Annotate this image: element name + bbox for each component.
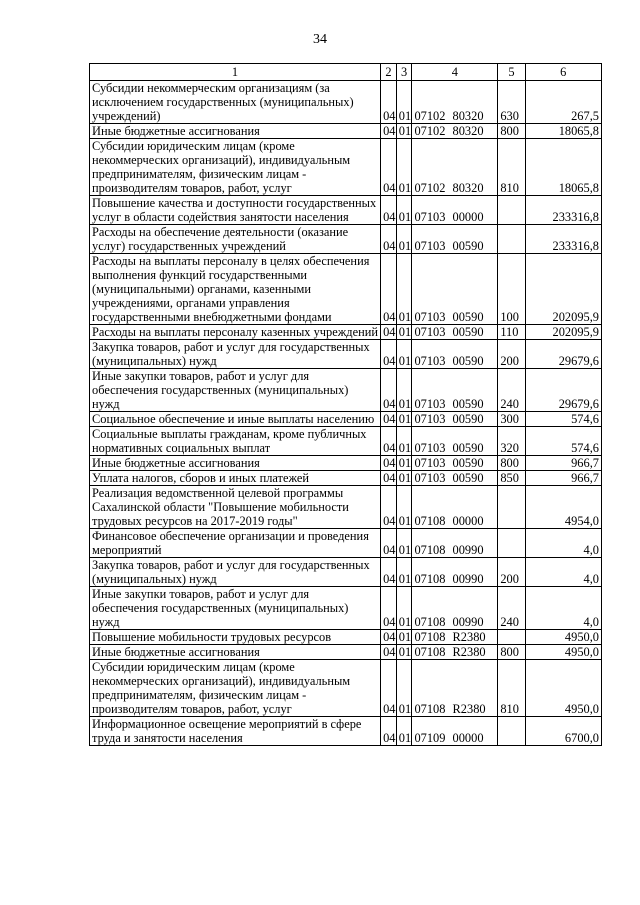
row-target-article: 07103 00590: [412, 412, 498, 427]
row-subsection-code: 01: [396, 529, 412, 558]
row-expense-type: 800: [498, 124, 525, 139]
row-subsection-code: 01: [396, 427, 412, 456]
page-number: 34: [313, 32, 327, 47]
row-section-code: 04: [381, 254, 397, 325]
row-subsection-code: 01: [396, 412, 412, 427]
row-expense-type: [498, 717, 525, 746]
row-amount: 233316,8: [525, 196, 601, 225]
row-amount: 574,6: [525, 427, 601, 456]
row-name: Реализация ведомственной целевой программы Сахалинской области "Повышение мобильности трудовых ресурсов на 2017-2019 годы": [90, 486, 381, 529]
row-target-article: 07108 00990: [412, 587, 498, 630]
row-expense-type: [498, 529, 525, 558]
row-subsection-code: 01: [396, 340, 412, 369]
row-target-article: 07103 00590: [412, 225, 498, 254]
row-section-code: 04: [381, 558, 397, 587]
table-header-row: [90, 64, 602, 81]
row-expense-type: 200: [498, 340, 525, 369]
row-target-article: 07102 80320: [412, 81, 498, 124]
row-name: Уплата налогов, сборов и иных платежей: [90, 471, 381, 486]
row-section-code: 04: [381, 124, 397, 139]
row-section-code: 04: [381, 486, 397, 529]
table-row: [90, 717, 602, 746]
table-row: [90, 486, 602, 529]
row-name: Социальное обеспечение и иные выплаты населению: [90, 412, 381, 427]
row-target-article: 07108 00990: [412, 558, 498, 587]
row-name: Иные закупки товаров, работ и услуг для обеспечения государственных (муниципальных) нужд: [90, 369, 381, 412]
row-expense-type: 630: [498, 81, 525, 124]
row-amount: 4,0: [525, 529, 601, 558]
row-name: Информационное освещение мероприятий в сфере труда и занятости населения: [90, 717, 381, 746]
row-target-article: 07108 R2380: [412, 660, 498, 717]
row-expense-type: 810: [498, 139, 525, 196]
row-target-article: 07109 00000: [412, 717, 498, 746]
column-header: 5: [498, 64, 525, 81]
row-target-article: 07108 R2380: [412, 630, 498, 645]
row-target-article: 07102 80320: [412, 139, 498, 196]
row-name: Закупка товаров, работ и услуг для государственных (муниципальных) нужд: [90, 340, 381, 369]
row-subsection-code: 01: [396, 587, 412, 630]
row-target-article: 07103 00590: [412, 427, 498, 456]
row-name: Повышение мобильности трудовых ресурсов: [90, 630, 381, 645]
row-target-article: 07103 00590: [412, 254, 498, 325]
row-expense-type: 850: [498, 471, 525, 486]
row-section-code: 04: [381, 529, 397, 558]
row-subsection-code: 01: [396, 369, 412, 412]
table-row: [90, 139, 602, 196]
row-subsection-code: 01: [396, 630, 412, 645]
row-amount: 267,5: [525, 81, 601, 124]
table-row: [90, 645, 602, 660]
table-row: [90, 369, 602, 412]
row-expense-type: 810: [498, 660, 525, 717]
table-row: [90, 456, 602, 471]
row-subsection-code: 01: [396, 225, 412, 254]
row-amount: 4950,0: [525, 660, 601, 717]
column-header: 6: [525, 64, 601, 81]
row-subsection-code: 01: [396, 486, 412, 529]
column-header: 1: [90, 64, 381, 81]
row-section-code: 04: [381, 139, 397, 196]
row-expense-type: [498, 196, 525, 225]
row-name: Расходы на выплаты персоналу в целях обеспечения выполнения функций государственными (муниципальными) органами, казенными учреждениями, органами управления государственными внебюджетными фондами: [90, 254, 381, 325]
table-row: [90, 660, 602, 717]
row-target-article: 07108 R2380: [412, 645, 498, 660]
table-row: [90, 81, 602, 124]
row-target-article: 07103 00590: [412, 456, 498, 471]
row-subsection-code: 01: [396, 558, 412, 587]
table-row: [90, 587, 602, 630]
row-subsection-code: 01: [396, 645, 412, 660]
row-name: Расходы на обеспечение деятельности (оказание услуг) государственных учреждений: [90, 225, 381, 254]
table-row: [90, 529, 602, 558]
row-name: Иные бюджетные ассигнования: [90, 456, 381, 471]
row-amount: 966,7: [525, 456, 601, 471]
row-target-article: 07102 80320: [412, 124, 498, 139]
row-expense-type: 300: [498, 412, 525, 427]
row-amount: 202095,9: [525, 325, 601, 340]
row-amount: 29679,6: [525, 369, 601, 412]
row-subsection-code: 01: [396, 81, 412, 124]
row-subsection-code: 01: [396, 196, 412, 225]
row-name: Субсидии юридическим лицам (кроме некоммерческих организаций), индивидуальным предпринимателям, физическим лицам - производителям товаров, работ, услуг: [90, 660, 381, 717]
row-section-code: 04: [381, 660, 397, 717]
row-amount: 233316,8: [525, 225, 601, 254]
row-section-code: 04: [381, 412, 397, 427]
row-target-article: 07103 00590: [412, 325, 498, 340]
row-expense-type: 320: [498, 427, 525, 456]
row-subsection-code: 01: [396, 717, 412, 746]
row-amount: 4950,0: [525, 630, 601, 645]
row-section-code: 04: [381, 196, 397, 225]
row-name: Субсидии юридическим лицам (кроме некоммерческих организаций), индивидуальным предпринимателям, физическим лицам - производителям товаров, работ, услуг: [90, 139, 381, 196]
row-amount: 966,7: [525, 471, 601, 486]
row-subsection-code: 01: [396, 139, 412, 196]
row-target-article: 07103 00000: [412, 196, 498, 225]
row-amount: 29679,6: [525, 340, 601, 369]
row-section-code: 04: [381, 340, 397, 369]
row-amount: 4950,0: [525, 645, 601, 660]
row-target-article: 07108 00000: [412, 486, 498, 529]
row-expense-type: 110: [498, 325, 525, 340]
row-expense-type: 800: [498, 645, 525, 660]
row-subsection-code: 01: [396, 124, 412, 139]
row-section-code: 04: [381, 325, 397, 340]
row-name: Иные бюджетные ассигнования: [90, 645, 381, 660]
row-section-code: 04: [381, 427, 397, 456]
row-section-code: 04: [381, 645, 397, 660]
column-header: 2: [381, 64, 397, 81]
row-expense-type: [498, 630, 525, 645]
table-row: [90, 340, 602, 369]
table-row: [90, 427, 602, 456]
row-name: Закупка товаров, работ и услуг для государственных (муниципальных) нужд: [90, 558, 381, 587]
row-section-code: 04: [381, 81, 397, 124]
row-target-article: 07103 00590: [412, 369, 498, 412]
row-name: Субсидии некоммерческим организациям (за исключением государственных (муниципальных) учреждений): [90, 81, 381, 124]
row-expense-type: [498, 486, 525, 529]
row-name: Повышение качества и доступности государственных услуг в области содействия занятости населения: [90, 196, 381, 225]
row-amount: 4,0: [525, 558, 601, 587]
table-row: [90, 196, 602, 225]
row-subsection-code: 01: [396, 471, 412, 486]
row-name: Социальные выплаты гражданам, кроме публичных нормативных социальных выплат: [90, 427, 381, 456]
row-amount: 4,0: [525, 587, 601, 630]
row-expense-type: 240: [498, 587, 525, 630]
row-amount: 6700,0: [525, 717, 601, 746]
row-expense-type: 240: [498, 369, 525, 412]
row-amount: 18065,8: [525, 139, 601, 196]
row-name: Иные закупки товаров, работ и услуг для обеспечения государственных (муниципальных) нужд: [90, 587, 381, 630]
row-target-article: 07103 00590: [412, 340, 498, 369]
row-section-code: 04: [381, 717, 397, 746]
row-subsection-code: 01: [396, 660, 412, 717]
row-expense-type: 200: [498, 558, 525, 587]
row-expense-type: 100: [498, 254, 525, 325]
table-row: [90, 558, 602, 587]
row-section-code: 04: [381, 587, 397, 630]
table-row: [90, 225, 602, 254]
row-expense-type: [498, 225, 525, 254]
row-section-code: 04: [381, 369, 397, 412]
row-amount: 18065,8: [525, 124, 601, 139]
row-subsection-code: 01: [396, 254, 412, 325]
row-expense-type: 800: [498, 456, 525, 471]
row-section-code: 04: [381, 630, 397, 645]
row-target-article: 07108 00990: [412, 529, 498, 558]
row-amount: 4954,0: [525, 486, 601, 529]
column-header: 4: [412, 64, 498, 81]
row-name: Финансовое обеспечение организации и проведения мероприятий: [90, 529, 381, 558]
table-row: [90, 325, 602, 340]
row-section-code: 04: [381, 471, 397, 486]
table-row: [90, 471, 602, 486]
row-target-article: 07103 00590: [412, 471, 498, 486]
row-amount: 202095,9: [525, 254, 601, 325]
table-row: [90, 630, 602, 645]
table-row: [90, 124, 602, 139]
budget-table: [89, 63, 602, 746]
table-row: [90, 254, 602, 325]
row-section-code: 04: [381, 456, 397, 471]
row-name: Расходы на выплаты персоналу казенных учреждений: [90, 325, 381, 340]
row-subsection-code: 01: [396, 456, 412, 471]
row-amount: 574,6: [525, 412, 601, 427]
row-name: Иные бюджетные ассигнования: [90, 124, 381, 139]
row-subsection-code: 01: [396, 325, 412, 340]
column-header: 3: [396, 64, 412, 81]
table-row: [90, 412, 602, 427]
row-section-code: 04: [381, 225, 397, 254]
